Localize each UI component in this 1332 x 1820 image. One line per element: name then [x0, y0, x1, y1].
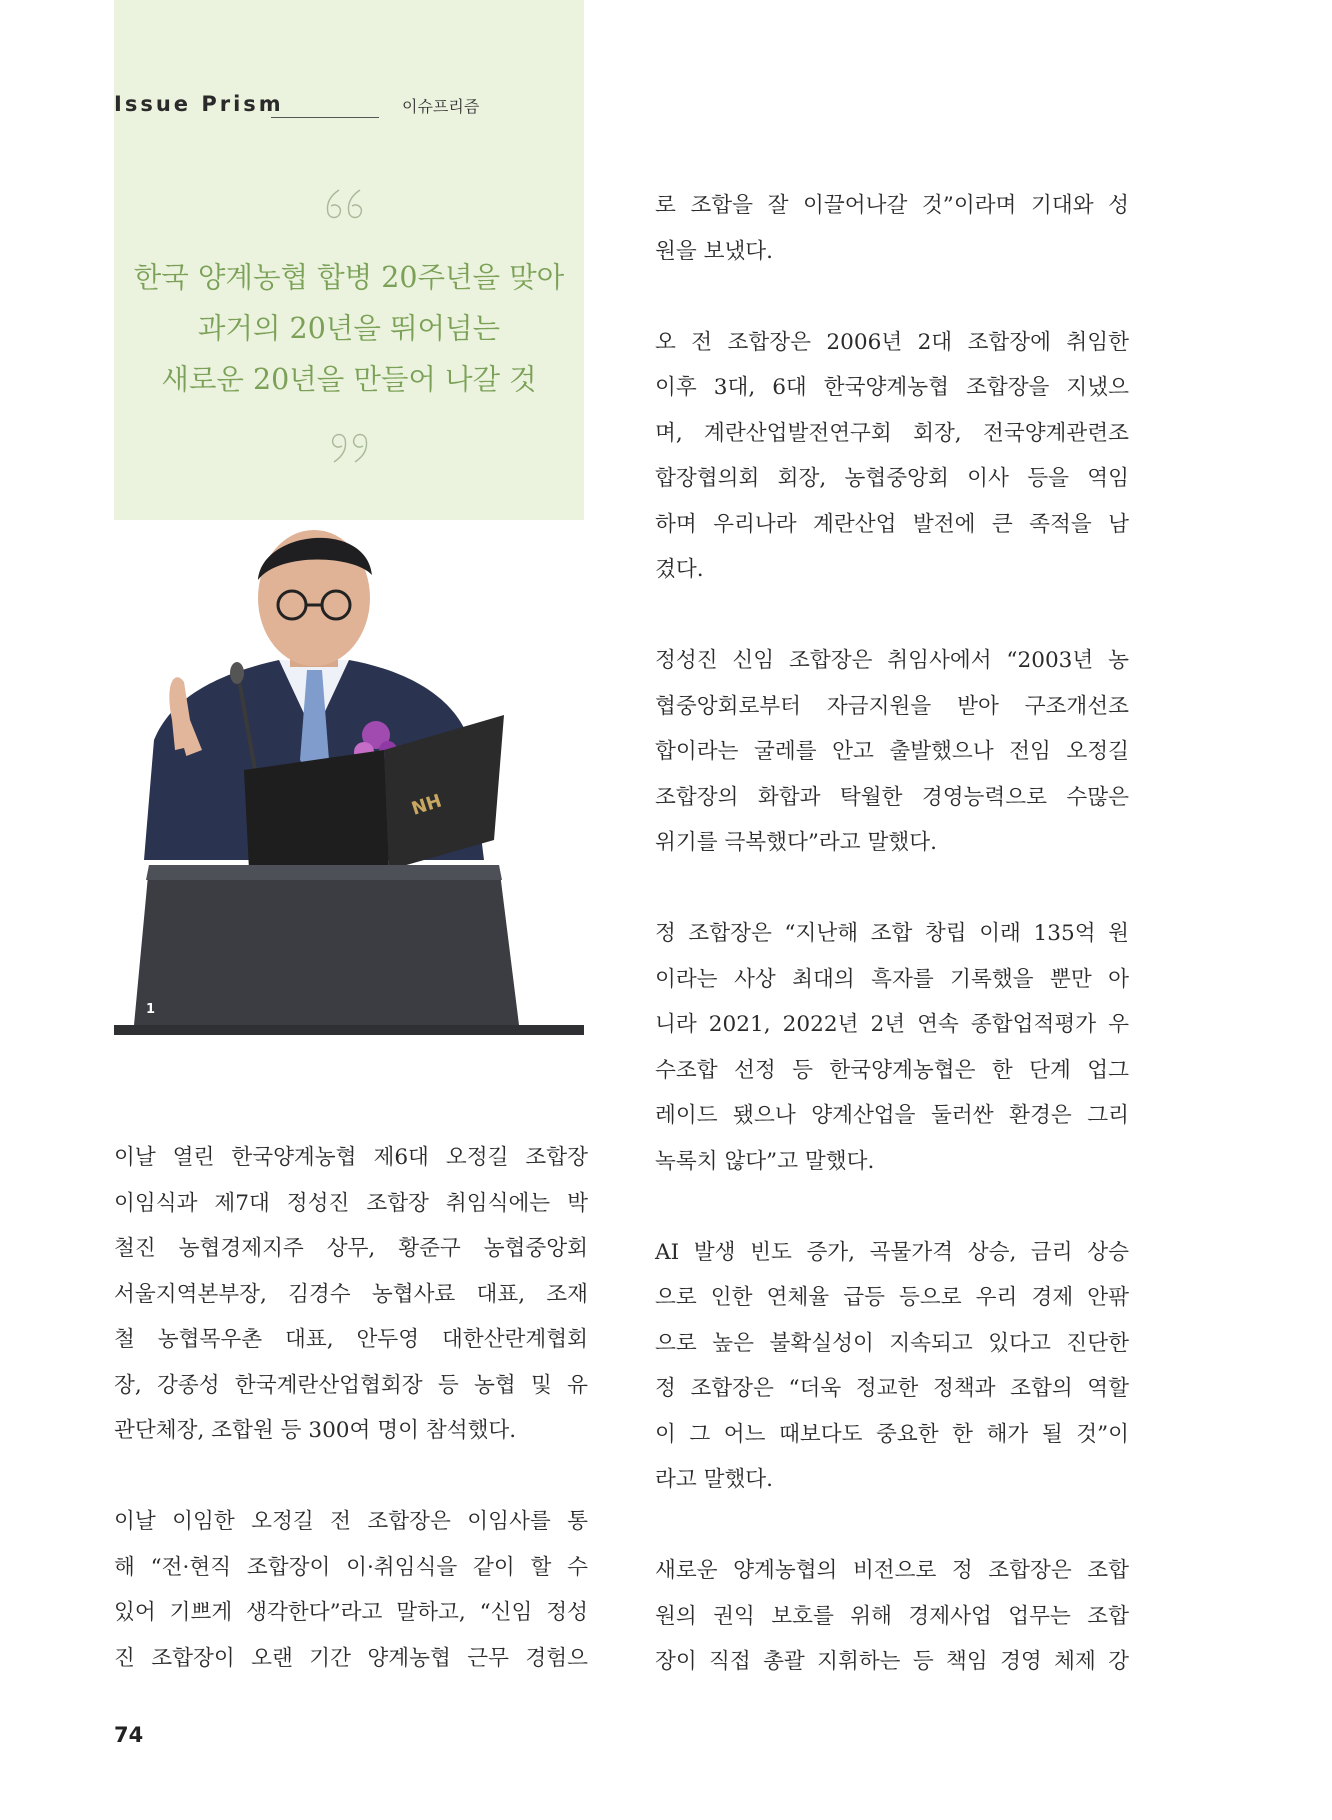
body-line: 정 조합장은 “지난해 조합 창립 이래 135억 원	[655, 921, 1129, 946]
body-line: 로 조합을 잘 이끌어나갈 것”이라며 기대와 성	[655, 193, 1129, 218]
close-quote-icon	[324, 430, 370, 470]
body-line: 장, 강종성 한국계란산업협회장 등 농협 및 유	[114, 1372, 588, 1398]
body-line: 진 조합장이 오랜 기간 양계농협 근무 경험으	[114, 1645, 588, 1671]
body-line: 이 그 어느 때보다도 중요한 한 해가 될 것”이	[655, 1421, 1129, 1447]
body-line: 장이 직접 총괄 지휘하는 등 책임 경영 체제 강	[655, 1649, 1129, 1674]
body-line: 관단체장, 조합원 등 300여 명이 참석했다.	[114, 1418, 517, 1443]
body-line: 으로 높은 불확실성이 지속되고 있다고 진단한	[655, 1330, 1129, 1356]
body-line: 철진 농협경제지주 상무, 황준구 농협중앙회	[114, 1236, 588, 1261]
section-rule	[271, 117, 379, 118]
body-line: 이후 3대, 6대 한국양계농협 조합장을 지냈으	[655, 375, 1129, 400]
right-column	[655, 183, 1129, 1685]
folder-logo: NH	[409, 790, 445, 820]
open-quote-icon	[324, 186, 370, 226]
body-line: 철 농협목우촌 대표, 안두영 대한산란계협회	[114, 1327, 588, 1352]
paragraph-gap	[114, 1454, 588, 1500]
body-line: 니라 2021, 2022년 2년 연속 종합업적평가 우	[655, 1012, 1129, 1037]
body-line: 해 “전·현직 조합장이 이·취임식을 같이 할 수	[114, 1554, 588, 1580]
page-number: 74	[114, 1723, 144, 1747]
body-line: 이임식과 제7대 정성진 조합장 취임식에는 박	[114, 1190, 588, 1216]
body-line: 겼다.	[655, 557, 704, 582]
body-line: 합장협의회 회장, 농협중앙회 이사 등을 역임	[655, 466, 1129, 491]
body-line: 정 조합장은 “더욱 정교한 정책과 조합의 역할	[655, 1376, 1129, 1401]
pull-quote-line: 과거의 20년을 뛰어넘는	[197, 312, 501, 345]
body-line: 오 전 조합장은 2006년 2대 조합장에 취임한	[655, 329, 1129, 355]
body-line: 합이라는 굴레를 안고 출발했으나 전임 오정길	[655, 739, 1129, 764]
paragraph-gap	[655, 866, 1129, 912]
paragraph-gap	[655, 274, 1129, 320]
body-line: 정성진 신임 조합장은 취임사에서 “2003년 농	[655, 648, 1129, 673]
section-name-kr: 이슈프리즘	[402, 97, 480, 116]
body-line: 이날 이임한 오정길 전 조합장은 이임사를 통	[114, 1509, 588, 1534]
body-line: 서울지역본부장, 김경수 농협사료 대표, 조재	[114, 1281, 588, 1307]
pull-quote-line: 새로운 20년을 만들어 나갈 것	[161, 363, 537, 396]
body-line: 협중앙회로부터 자금지원을 받아 구조개선조	[655, 693, 1129, 719]
pull-quote-line: 한국 양계농협 합병 20주년을 맞아	[133, 261, 565, 294]
body-line: 있어 기쁘게 생각한다”라고 말하고, “신임 정성	[114, 1600, 588, 1625]
body-line: 조합장의 화합과 탁월한 경영능력으로 수많은	[655, 784, 1129, 810]
body-line: 레이드 됐으나 양계산업을 둘러싼 환경은 그리	[655, 1103, 1129, 1128]
body-line: 원의 권익 보호를 위해 경제사업 업무는 조합	[655, 1603, 1129, 1629]
body-line: 이라는 사상 최대의 흑자를 기록했을 뿐만 아	[655, 966, 1129, 992]
body-line: AI 발생 빈도 증가, 곡물가격 상승, 금리 상승	[655, 1239, 1129, 1265]
body-line: 이날 열린 한국양계농협 제6대 오정길 조합장	[114, 1145, 588, 1170]
ceremony-photo	[114, 520, 584, 1035]
body-line: 위기를 극복했다”라고 말했다.	[655, 830, 937, 855]
body-line: 원을 보냈다.	[655, 238, 774, 264]
section-name: Issue Prism	[114, 92, 284, 116]
paragraph-gap	[655, 1184, 1129, 1230]
body-line: 녹록치 않다”고 말했다.	[655, 1148, 875, 1174]
paragraph-gap	[655, 1503, 1129, 1549]
body-line: 새로운 양계농협의 비전으로 정 조합장은 조합	[655, 1558, 1129, 1583]
body-line: 하며 우리나라 계란산업 발전에 큰 족적을 남	[655, 511, 1129, 537]
body-line: 수조합 선정 등 한국양계농협은 한 단계 업그	[655, 1057, 1129, 1083]
body-line: 며, 계란산업발전연구회 회장, 전국양계관련조	[655, 420, 1129, 446]
body-line: 라고 말했다.	[655, 1467, 774, 1492]
paragraph-gap	[655, 593, 1129, 639]
photo-number: 1	[146, 1002, 156, 1017]
body-line: 으로 인한 연체율 급등 등으로 우리 경제 안팎	[655, 1285, 1129, 1310]
left-column	[114, 1135, 588, 1681]
pull-quote	[114, 252, 584, 405]
